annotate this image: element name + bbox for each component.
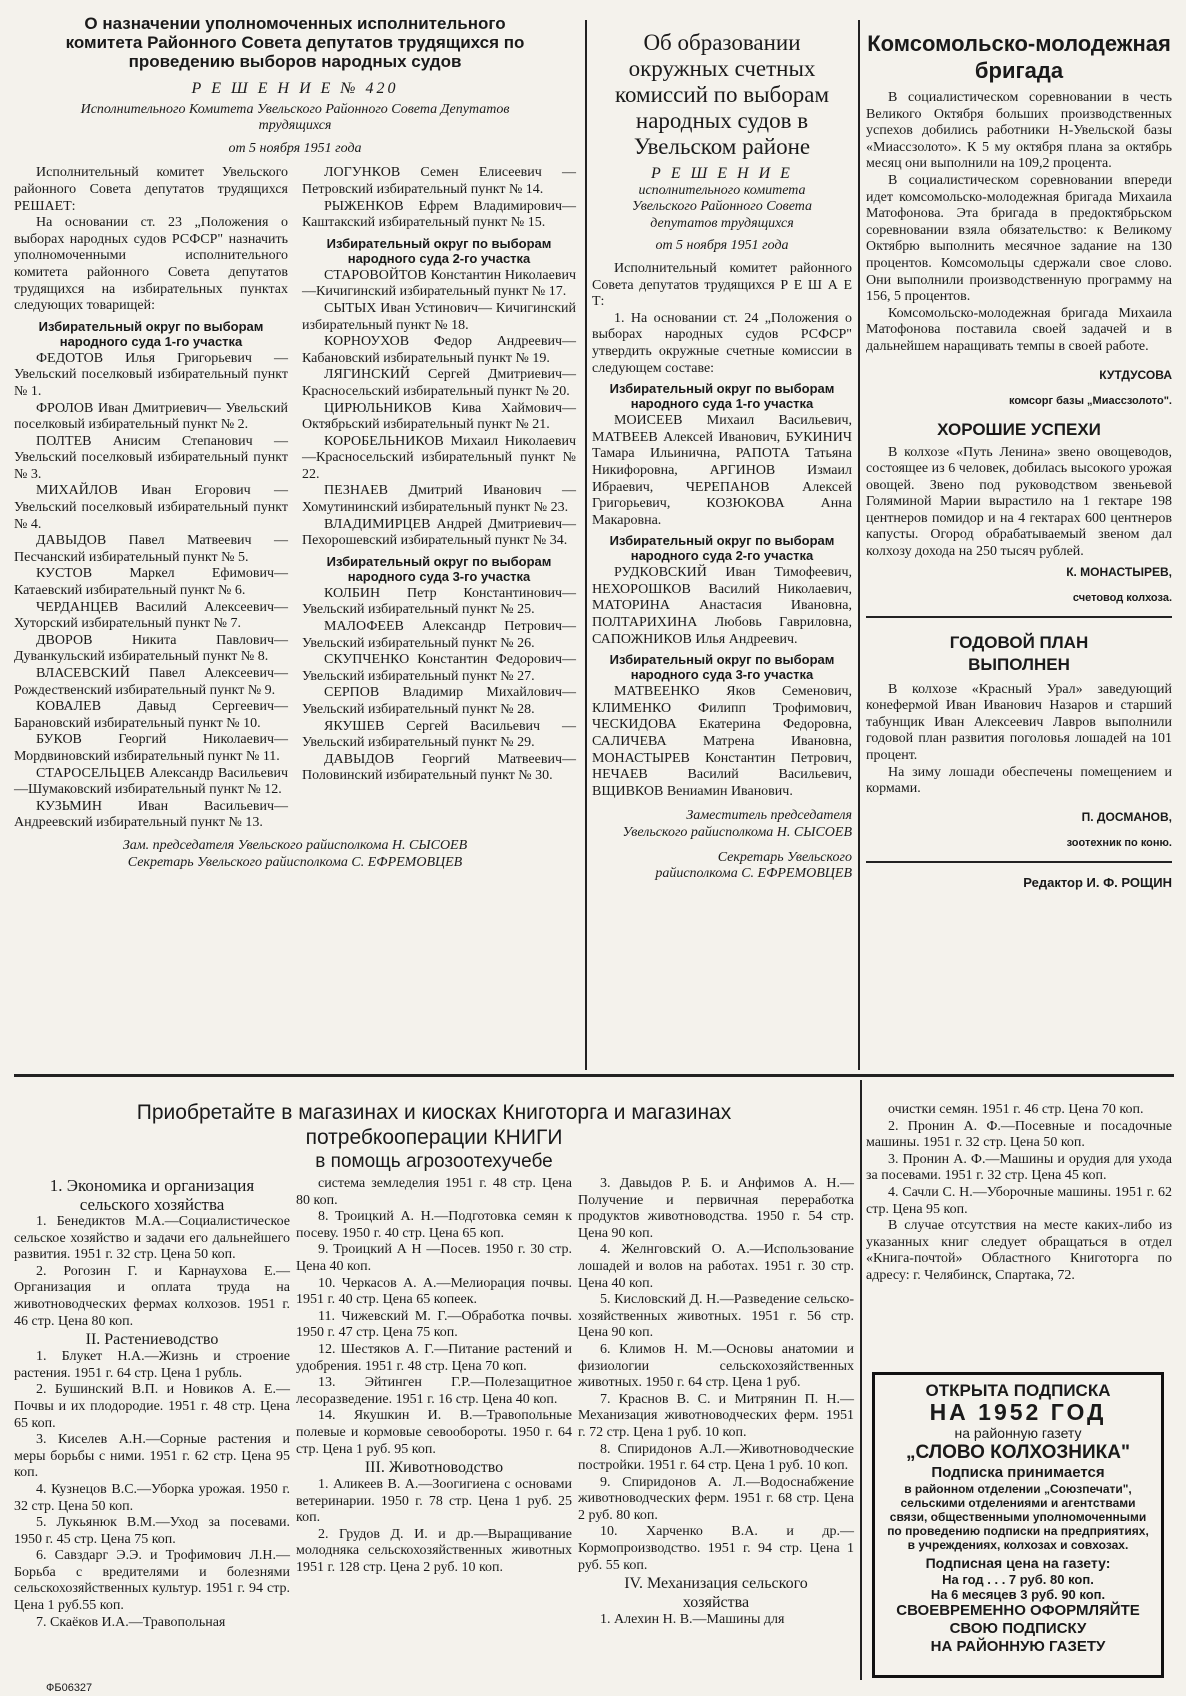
- signature-1: Зам. председателя Увельского райисполкома Н. СЫСОЕВ: [122, 837, 468, 853]
- appointee-item: ЧЕРДАНЦЕВ Василий Алексеевич—Хуторский избирательный пункт № 7.: [14, 599, 288, 632]
- book-item: 3. Пронин А. Ф.—Машины и орудия для ухода за посевами. 1951 г. 32 стр. Цена 45 коп.: [866, 1151, 1172, 1184]
- book-item: 7. Скаёков И.А.—Травопольная: [36, 1614, 226, 1630]
- book-item: 11. Чижевский М. Г.—Обработка почвы. 1950 г. 47 стр. Цена 75 коп.: [296, 1308, 572, 1341]
- brigade-p1: В социалистическом соревновании в честь Великого Октября больших производственных успехов добились работники Н-Увельской базы «Миассзолото». К 5 му октября плана за октябрь месяц они выполнили на 109,2 процента.: [866, 90, 1172, 172]
- book-item: 13. Эйтинген Г.Р.—Полезащитное лесоразведение. 1951 г. 16 стр. Цена 40 коп.: [296, 1375, 572, 1407]
- divider-3: [866, 616, 1172, 618]
- appointee-item: СЫТЫХ Иван Устинович— Кичигинский избирательный пункт № 18.: [302, 300, 576, 333]
- issuer: Исполнительного Комитета Увельского Районного Совета Депутатов трудящихся: [80, 101, 510, 134]
- divider-2: [858, 20, 860, 1070]
- book-list-e: [578, 1176, 854, 1574]
- author-1-role: комсорг базы „Миассзолото".: [1008, 394, 1172, 407]
- print-code: ФБ06327: [46, 1682, 93, 1694]
- book-item: 4. Кузнецов В.С.—Уборка урожая. 1950 г. 32 стр. Цена 50 коп.: [14, 1481, 290, 1514]
- sub-line-8: На год . . . 7 руб. 80 коп.: [942, 1572, 1094, 1587]
- signature-3: Заместитель председателя Увельского райисполкома Н. СЫСОЕВ: [622, 808, 852, 840]
- book-item: 2. Бушинский В.П. и Новиков А. Е.—Почвы и их плодородие. 1951 г. 48 стр. Цена 65 коп.: [14, 1382, 290, 1431]
- appointee-list-1: [14, 351, 288, 832]
- book-item: В случае отсутствия на месте каких-либо из указанных книг следует обращаться в отдел «Книга-почтой» Областного Книготорга по адресу: г. Челябинск, Спартака, 72.: [866, 1218, 1172, 1283]
- okrug-2-header: Избирательный округ по выборам народного суда 2-го участка: [326, 235, 552, 266]
- ad-headline-3: в помощь агрозоотехучебе: [315, 1151, 553, 1172]
- book-item: 3. Киселев А.Н.—Сорные растения и меры борьбы с ними. 1951 г. 62 стр. Цена 95 коп.: [14, 1432, 290, 1481]
- appointee-item: КУЗЬМИН Иван Васильевич— Андреевский избирательный пункт № 13.: [14, 798, 288, 831]
- book-item: 5. Лукьянюк В.М.—Уход за посевами. 1950 г. 45 стр. Цена 75 коп.: [14, 1515, 290, 1547]
- sub-line-2: НА 1952 ГОД: [929, 1399, 1107, 1425]
- basis: На основании ст. 23 „Положения о выборах народных судов РСФСР" назначить уполномоченными исполнительного комитета районного Совета депутатов трудящихся на избирательных пунктах следующих товарищей:: [14, 215, 288, 314]
- appointee-item: КОРОБЕЛЬНИКОВ Михаил Николаевич—Красносельский избирательный пункт № 22.: [302, 433, 576, 482]
- book-list-g: [866, 1102, 1172, 1285]
- subscription-ad: [872, 1372, 1164, 1678]
- basis-2: 1. На основании ст. 24 „Положения о выборах народных судов РСФСР" утвердить окружные счетные комиссии в следующем составе:: [592, 310, 852, 376]
- sub-line-10: СВОЕВРЕМЕННО ОФОРМЛЯЙТЕ: [896, 1602, 1140, 1619]
- sub-line-5: Подписка принимается: [931, 1464, 1105, 1481]
- appointee-item: КОВАЛЕВ Давыд Сергеевич— Барановский избирательный пункт № 10.: [14, 699, 288, 731]
- appointee-item: МАЛОФЕЕВ Александр Петрович—Увельский избирательный пункт № 26.: [302, 619, 576, 651]
- book-item: 7. Краснов В. С. и Митрянин П. Н.—Механизация животноводческих ферм. 1951 г. 72 стр. Цена 1 руб. 10 коп.: [578, 1391, 854, 1440]
- editor: Редактор И. Ф. РОЩИН: [1023, 874, 1172, 890]
- appointee-item: СТАРОСЕЛЬЦЕВ Александр Васильевич—Шумаковский избирательный пункт № 12.: [14, 765, 288, 798]
- sub-line-1: ОТКРЫТА ПОДПИСКА: [925, 1381, 1111, 1400]
- author-1: КУТДУСОВА: [1099, 367, 1172, 382]
- sub-line-6: в районном отделении „Союзпечати", сельскими отделениями и агентствами связи, общественными уполномоченными по проведению подписки на предприятиях, в учреждениях, колхозах и совхозах.: [887, 1482, 1149, 1552]
- book-ad-header: [14, 1100, 854, 1173]
- decision-date-2: от 5 ноября 1951 года: [655, 238, 789, 254]
- book-item: 1. Аликеев В. А.—Зоогигиена с основами ветеринарии. 1950 г. 78 стр. Цена 1 руб. 25 коп.: [296, 1477, 572, 1526]
- appointee-item: КОЛБИН Петр Константинович— Увельский избирательный пункт № 25.: [302, 585, 576, 618]
- book-item: 1. Алехин Н. В.—Машины для: [600, 1612, 785, 1628]
- book-item: 9. Спиридонов А. Л.—Водоснабжение животноводческих ферм. 1951 г. 68 стр. Цена 2 руб. 80 коп.: [578, 1474, 854, 1523]
- book-item: 4. Желнговский О. А.—Использование лошадей и волов на работах. 1951 г. 30 стр. Цена 40 коп.: [578, 1242, 854, 1291]
- book-item: 10. Харченко В.А. и др.—Кормопроизводство. 1951 г. 94 стр. Цена 1 руб. 55 коп.: [578, 1524, 854, 1573]
- book-item: 5. Кисловский Д. Н.—Разведение сельско-хозяйственных животных. 1951 г. 56 стр. Цена 90 коп.: [578, 1292, 854, 1341]
- book-item: 6. Климов Н. М.—Основы анатомии и физиологии сельскохозяйственных животных. 1950 г. 64 стр. Цена 1 руб.: [578, 1341, 854, 1391]
- appointee-item: БУКОВ Георгий Николаевич— Мордвиновский избирательный пункт № 11.: [14, 732, 288, 764]
- appointee-item: РЫЖЕНКОВ Ефрем Владимирович—Каштакский избирательный пункт № 15.: [302, 198, 576, 231]
- article-judges-appointment: [14, 14, 576, 871]
- sub-line-11: СВОЮ ПОДПИСКУ: [949, 1620, 1087, 1637]
- decision-date: от 5 ноября 1951 года: [228, 140, 362, 156]
- appointee-item: СЕРПОВ Владимир Михайлович—Увельский избирательный пункт № 28.: [302, 685, 576, 717]
- signature-2: Секретарь Увельского райисполкома С. ЕФРЕМОВЦЕВ: [127, 854, 463, 870]
- appointee-item: ФЕДОТОВ Илья Григорьевич —Увельский поселковый избирательный пункт № 1.: [14, 350, 288, 399]
- brigade-p3: Комсомольско-молодежная бригада Михаила Матофонова поставила своей задачей и в дальнейшем наращивать темпы в своей работе.: [866, 305, 1172, 354]
- book-col-1: [14, 1176, 290, 1631]
- plan-p1: В колхозе «Красный Урал» заведующий конефермой Иван Иванович Назаров и старший табунщик Иван Алексеевич Лавров выполнили годовой план развития поголовья лошадей на 101 процент.: [866, 681, 1172, 764]
- appointee-item: ВЛАСЕВСКИЙ Павел Алексеевич—Рождественский избирательный пункт № 9.: [14, 666, 288, 698]
- commission-2: РУДКОВСКИЙ Иван Тимофеевич, НЕХОРОШКОВ Василий Николаевич, МАТОРИНА Анастасия Ивановна, ПОЛТАРИХИНА Любовь Гавриловна, САПОЖНИКОВ Илья Андреевич.: [592, 565, 852, 647]
- appointee-item: КОРНОУХОВ Федор Андреевич—Кабановский избирательный пункт № 19.: [302, 334, 576, 366]
- author-2: К. МОНАСТЫРЕВ,: [1066, 564, 1172, 579]
- book-item: 3. Давыдов Р. Б. и Анфимов А. Н.—Получение и первичная переработка продуктов животноводства. 1950 г. 54 стр. Цена 90 коп.: [578, 1176, 854, 1241]
- ad-headline-2: потребкооперации КНИГИ: [305, 1126, 563, 1149]
- appointee-item: ФРОЛОВ Иван Дмитриевич— Увельский поселковый избирательный пункт № 2.: [14, 400, 288, 433]
- intro-2: Исполнительный комитет районного Совета депутатов трудящихся Р Е Ш А Е Т:: [592, 260, 852, 310]
- appointee-list-4: [302, 586, 576, 785]
- book-item: очистки семян. 1951 г. 46 стр. Цена 70 коп.: [888, 1102, 1144, 1117]
- book-col-2: [296, 1176, 572, 1577]
- divider-5: [860, 1080, 862, 1680]
- plan-p2: На зиму лошади обеспечены помещением и кормами.: [866, 764, 1172, 797]
- book-list-c: [296, 1176, 572, 1458]
- book-item: 1. Блукет Н.А.—Жизнь и строение растения. 1951 г. 64 стр. Цена 1 рубль.: [14, 1349, 290, 1381]
- book-item: 2. Рогозин Г. и Карнаухова Е.—Организация и оплата труда на животноводческих фермах колхозов. 1951 г. 46 стр. Цена 80 коп.: [14, 1263, 290, 1329]
- divider-1: [585, 20, 587, 1070]
- book-list-b: [14, 1349, 290, 1631]
- article-3-title: Комсомольско-молодежная бригада: [867, 31, 1171, 83]
- article-4-title: ХОРОШИЕ УСПЕХИ: [937, 419, 1101, 439]
- commission-1: МОИСЕЕВ Михаил Васильевич, МАТВЕЕВ Алексей Иванович, БУКИНИЧ Тамара Ильинична, РАПОТА Татьяна Никифоровна, АРГИНОВ Измаил Ибраевич, ЧЕРЕПАНОВ Алексей Григорьевич, КОЗЮКОВА Анна Макаровна.: [592, 413, 852, 528]
- divider-4: [866, 861, 1172, 863]
- section-animals: III. Животноводство: [364, 1459, 504, 1477]
- book-item: 10. Черкасов А. А.—Мелиорация почвы. 1951 г. 40 стр. Цена 65 копеек.: [296, 1275, 572, 1308]
- sub-line-7: Подписная цена на газету:: [925, 1555, 1111, 1571]
- commission-3: МАТВЕЕНКО Яков Семенович, КЛИМЕНКО Филипп Трофимович, ЧЕСКИДОВА Екатерина Федоровна, САЛИЧЕВА Матрена Ивановна, МОНАСТЫРЕВ Константин Петрович, НЕЧАЕВ Василий Васильевич, ВЩИВКОВ Вениамин Иванович.: [592, 684, 852, 799]
- news-column: [866, 30, 1172, 903]
- appointee-item: ПЕЗНАЕВ Дмитрий Иванович —Хомутининский избирательный пункт № 23.: [302, 483, 576, 516]
- author-3-role: зоотехник по коню.: [1066, 836, 1172, 849]
- decision-label: Р Е Ш Е Н И Е: [651, 165, 793, 182]
- book-item: 8. Спиридонов А.Л.—Животноводческие постройки. 1951 г. 64 стр. Цена 1 руб. 10 коп.: [578, 1441, 854, 1474]
- article-2-title: Об образовании окружных счетных комиссий по выборам народных судов в Увельском районе: [614, 30, 830, 159]
- appointee-item: ДАВЫДОВ Георгий Матвеевич—Половинский избирательный пункт № 30.: [302, 751, 576, 784]
- book-col-3: [578, 1176, 854, 1629]
- col1-left: [14, 165, 288, 832]
- okrug-1-header: Избирательный округ по выборам народного суда 1-го участка: [38, 318, 264, 349]
- success-p: В колхозе «Путь Ленина» звено овощеводов, состоящее из 6 человек, добилась высокого урожая овощей. Звено под руководством звеньевой Голяминой Марии вырастило на 1 гектаре 198 центнеров помидор и на 4 гектарах 600 центнеров капусты. Огород обрабатываемый звеном дал колхозу дохода на 250 тысяч рублей.: [866, 444, 1172, 560]
- appointee-item: СКУПЧЕНКО Константин Федорович—Увельский избирательный пункт № 27.: [302, 652, 576, 684]
- sub-line-12: НА РАЙОННУЮ ГАЗЕТУ: [930, 1638, 1106, 1655]
- author-2-role: счетовод колхоза.: [1072, 591, 1172, 604]
- book-list-d: [296, 1477, 572, 1577]
- article-5-title: ГОДОВОЙ ПЛАН ВЫПОЛНЕН: [949, 632, 1089, 674]
- book-item: 9. Троицкий А Н —Посев. 1950 г. 30 стр. Цена 40 коп.: [296, 1242, 572, 1274]
- book-item: 1. Бенедиктов М.А.—Социалистическое сельское хозяйство и задачи его дальнейшего развития. 1951 г. 32 стр. Цена 50 коп.: [14, 1214, 290, 1263]
- section-plants: II. Растениеводство: [85, 1331, 219, 1349]
- appointee-item: ЛЯГИНСКИЙ Сергей Дмитриевич—Красносельский избирательный пункт № 20.: [302, 367, 576, 399]
- sub-line-4: „СЛОВО КОЛХОЗНИКА": [906, 1442, 1130, 1463]
- appointee-item: КУСТОВ Маркел Ефимович— Катаевский избирательный пункт № 6.: [14, 566, 288, 599]
- book-item: 2. Пронин А. Ф.—Посевные и посадочные машины. 1951 г. 32 стр. Цена 50 коп.: [866, 1118, 1172, 1151]
- sub-line-3: на районную газету: [954, 1425, 1082, 1441]
- ad-headline-1: Приобретайте в магазинах и киосках Книготорга и магазинах: [136, 1101, 732, 1124]
- book-item: 8. Троицкий А. Н.—Подготовка семян к посеву. 1950 г. 40 стр. Цена 65 коп.: [296, 1209, 572, 1241]
- book-item: система земледелия 1951 г. 48 стр. Цена 80 коп.: [296, 1176, 572, 1208]
- book-item: 4. Сачли С. Н.—Уборочные машины. 1951 г. 62 стр. Цена 95 коп.: [866, 1184, 1172, 1217]
- section-mechanization: IV. Механизация сельского хозяйства: [624, 1575, 808, 1612]
- article-1-title: О назначении уполномоченных исполнительного комитета Районного Совета депутатов трудящихся по проведению выборов народных судов: [65, 14, 525, 71]
- appointee-item: МИХАЙЛОВ Иван Егорович —Увельский поселковый избирательный пункт № 4.: [14, 483, 288, 532]
- section-economics: 1. Экономика и организация сельского хозяйства: [49, 1176, 255, 1214]
- appointee-list-3: [302, 268, 576, 550]
- book-item: 14. Якушкин И. В.—Травопольные полевые и кормовые севообороты. 1950 г. 64 стр. Цена 1 руб. 95 коп.: [296, 1408, 572, 1457]
- appointee-item: СТАРОВОЙТОВ Константин Николаевич—Кичигинский избирательный пункт № 17.: [302, 267, 576, 300]
- col1-right: [302, 165, 576, 832]
- appointee-list-2: [302, 165, 576, 231]
- okrug-3-header-2: Избирательный округ по выборам народного суда 3-го участка: [609, 652, 835, 683]
- okrug-2-header-2: Избирательный округ по выборам народного суда 2-го участка: [609, 533, 835, 564]
- okrug-1-header-2: Избирательный округ по выборам народного суда 1-го участка: [609, 381, 835, 412]
- author-3: П. ДОСМАНОВ,: [1081, 809, 1172, 824]
- okrug-3-header: Избирательный округ по выборам народного суда 3-го участка: [326, 553, 552, 584]
- issuer-2: исполнительного комитета Увельского Районного Совета депутатов трудящихся: [631, 182, 813, 231]
- article-counting-commissions: [592, 30, 852, 883]
- signature-4: Секретарь Увельского райисполкома С. ЕФРЕМОВЦЕВ: [655, 849, 852, 882]
- appointee-item: ЯКУШЕВ Сергей Васильевич —Увельский избирательный пункт № 29.: [302, 718, 576, 751]
- book-list-a: [14, 1214, 290, 1330]
- appointee-item: ЛОГУНКОВ Семен Елисеевич —Петровский избирательный пункт № 14.: [302, 165, 576, 197]
- book-col-4: [866, 1102, 1172, 1285]
- appointee-item: ЦИРЮЛЬНИКОВ Кива Хаймович—Октябрьский избирательный пункт № 21.: [302, 400, 576, 433]
- appointee-item: ДАВЫДОВ Павел Матвеевич —Песчанский избирательный пункт № 5.: [14, 533, 288, 565]
- book-item: 12. Шестяков А. Г.—Питание растений и удобрения. 1951 г. 48 стр. Цена 70 коп.: [296, 1341, 572, 1374]
- decision-number: Р Е Ш Е Н И Е № 420: [191, 80, 399, 97]
- book-list-f: [578, 1612, 854, 1629]
- page-divider: [14, 1074, 1174, 1077]
- sub-line-9: На 6 месяцев 3 руб. 90 коп.: [930, 1587, 1106, 1602]
- appointee-item: ДВОРОВ Никита Павлович— Дуванкульский избирательный пункт № 8.: [14, 632, 288, 665]
- book-item: 6. Савздарг Э.Э. и Трофимович Л.Н.—Борьба с вредителями и болезнями сельскохозяйственных культур. 1951 г. 94 стр. Цена 1 руб.55 коп.: [14, 1548, 290, 1614]
- appointee-item: ПОЛТЕВ Анисим Степанович —Увельский поселковый избирательный пункт № 3.: [14, 433, 288, 482]
- brigade-p2: В социалистическом соревновании впереди идет комсомольско-молодежная бригада Михаила Матофонова. Эта бригада в предоктябрьском соревновании взяла обязательство: к Великому Октябрю выполнить месячное задание на 130 процентов. Комсомольцы сдержали свое слово. Они выполнили производственную программу на 156, 5 процентов.: [866, 172, 1172, 305]
- appointee-item: ВЛАДИМИРЦЕВ Андрей Дмитриевич—Пехорошевский избирательный пункт № 34.: [302, 516, 576, 549]
- intro: Исполнительный комитет Увельского районного Совета депутатов трудящихся РЕШАЕТ:: [14, 165, 288, 214]
- book-item: 2. Грудов Д. И. и др.—Выращивание молодняка сельскохозяйственных животных 1951 г. 128 стр. Цена 2 руб. 10 коп.: [296, 1526, 572, 1576]
